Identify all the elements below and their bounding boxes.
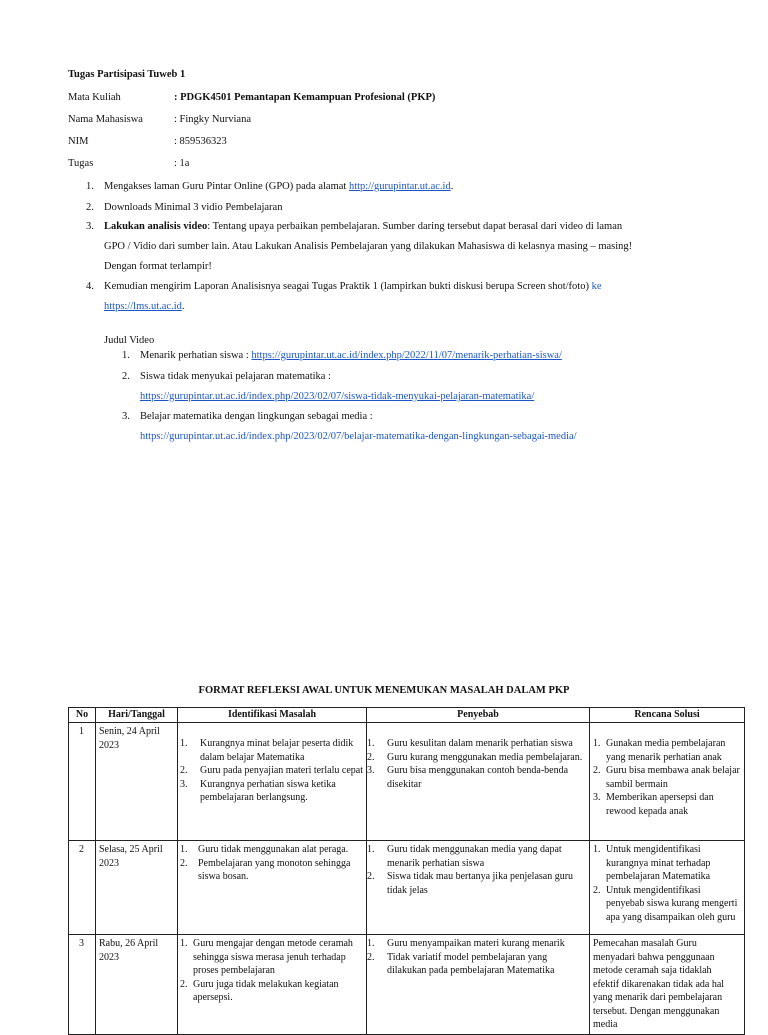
- list-item: [593, 843, 740, 884]
- row-3-no: 3: [69, 935, 96, 1035]
- item-text: Guru juga tidak melakukan kegiatan apersepsi.: [193, 978, 339, 1003]
- header-cause: Penyebab: [367, 708, 590, 723]
- task-4-line-2: [104, 301, 185, 312]
- task-3-line-1: [104, 221, 622, 232]
- row-3-ident: [178, 935, 367, 1035]
- item-text: Guru menyampaikan materi kurang menarik: [387, 938, 565, 949]
- list-item: [180, 978, 364, 1005]
- list-item: [180, 843, 364, 857]
- video-3-number: 3.: [122, 411, 130, 422]
- row-1-no: 1: [69, 723, 96, 841]
- item-number: 1.: [367, 938, 375, 949]
- item-number: 2.: [593, 765, 601, 776]
- video-1: [140, 350, 562, 361]
- value-tugas: : 1a: [174, 158, 190, 169]
- task-4-number: 4.: [86, 281, 94, 292]
- item-number: 2.: [367, 871, 375, 882]
- table-row: [69, 935, 745, 1035]
- video-2-number: 2.: [122, 371, 130, 382]
- item-text: Guru kesulitan dalam menarik perhatian siswa: [387, 738, 573, 749]
- item-text: Kurangnya minat belajar peserta didik dalam belajar Matematika: [200, 738, 354, 763]
- header-ident: Identifikasi Masalah: [178, 708, 367, 723]
- gpo-link[interactable]: http://gurupintar.ut.ac.id: [348, 181, 451, 192]
- task-2-text: Downloads Minimal 3 vidio Pembelajaran: [104, 202, 283, 213]
- task-4-ke: ke: [591, 281, 602, 292]
- lms-link[interactable]: https://lms.ut.ac.id: [104, 301, 182, 312]
- list-item: [367, 843, 585, 870]
- item-number: 1.: [367, 738, 375, 749]
- value-nim: : 859536323: [174, 136, 227, 147]
- list-item: [593, 764, 740, 791]
- video-2-link[interactable]: https://gurupintar.ut.ac.id/index.php/2023/02/07/siswa-tidak-menyukai-pelajaran-matematika/: [140, 391, 535, 402]
- item-text: Siswa tidak mau bertanya jika penjelasan guru tidak jelas: [387, 871, 574, 896]
- list-item: [367, 751, 585, 765]
- video-1-link[interactable]: https://gurupintar.ut.ac.id/index.php/2022/11/07/menarik-perhatian-siswa/: [251, 350, 562, 361]
- row-2-no: 2: [69, 841, 96, 935]
- item-text: Kurangnya perhatian siswa ketika pembelajaran berlangsung.: [200, 778, 336, 803]
- list-item: [367, 937, 585, 951]
- item-text: Untuk mengidentifikasi kurangnya minat terhadap pembelajaran Matematika: [606, 844, 711, 882]
- table-title: FORMAT REFLEKSI AWAL UNTUK MENEMUKAN MASALAH DALAM PKP: [198, 685, 570, 696]
- row-3-date: Rabu, 26 April 2023: [96, 935, 178, 1035]
- task-3-bold: Lakukan analisis video: [104, 221, 208, 232]
- task-4-line-1: [104, 281, 602, 292]
- item-number: 2.: [367, 751, 375, 763]
- task-2-number: 2.: [86, 202, 94, 213]
- task-1-end: .: [450, 181, 454, 192]
- item-number: 1.: [367, 844, 375, 855]
- video-heading: Judul Video: [104, 335, 155, 346]
- video-1-title: Menarik perhatian siswa :: [140, 350, 252, 361]
- item-number: 1.: [593, 738, 601, 749]
- row-3-cause: [367, 935, 590, 1035]
- row-2-date: Selasa, 25 April 2023: [96, 841, 178, 935]
- list-item: [367, 951, 585, 978]
- list-item: [180, 937, 364, 978]
- label-nama-mahasiswa: Nama Mahasiswa: [68, 114, 143, 125]
- item-number: 1.: [180, 738, 188, 749]
- row-1-cause: [367, 723, 590, 841]
- item-text: Guru pada penyajian materi terlalu cepat: [200, 765, 363, 776]
- item-number: 2.: [593, 884, 601, 896]
- video-1-number: 1.: [122, 350, 130, 361]
- task-3-line-2: GPO / Vidio dari sumber lain. Atau Lakukan Analisis Pembelajaran yang dilakukan Mahasiswa di kelasnya masing – masing!: [104, 241, 633, 252]
- list-item: [180, 737, 364, 764]
- item-text: Guru kurang menggunakan media pembelajaran.: [387, 751, 583, 763]
- row-2-cause: [367, 841, 590, 935]
- list-item: [367, 870, 585, 897]
- item-number: 3.: [367, 765, 375, 776]
- task-1: [104, 181, 453, 192]
- value-mata-kuliah: : PDGK4501 Pemantapan Kemampuan Profesional (PKP): [174, 92, 436, 103]
- item-number: 3.: [593, 792, 601, 803]
- header-no: No: [69, 708, 96, 723]
- task-1-number: 1.: [86, 181, 94, 192]
- item-number: 2.: [180, 765, 188, 776]
- task-3-number: 3.: [86, 221, 94, 232]
- item-text: Guru bisa membawa anak belajar sambil bermain: [606, 765, 740, 790]
- list-item: [180, 857, 364, 884]
- row-1-plan: [590, 723, 745, 841]
- row-2-plan: [590, 841, 745, 935]
- task-4-text: Kemudian mengirim Laporan Analisisnya seagai Tugas Praktik 1 (lampirkan bukti diskusi berupa Screen shot/foto): [104, 281, 592, 292]
- list-item: [593, 737, 740, 764]
- list-item: [593, 884, 740, 925]
- header-plan: Rencana Solusi: [590, 708, 745, 723]
- row-2-ident: [178, 841, 367, 935]
- label-tugas: Tugas: [68, 158, 94, 169]
- item-number: 1.: [593, 844, 601, 855]
- table-header-row: [69, 708, 745, 723]
- item-text: Pembelajaran yang monoton sehingga siswa bosan.: [198, 857, 351, 882]
- item-text: Tidak variatif model pembelajaran yang dilakukan pada pembelajaran Matematika: [387, 951, 555, 976]
- list-item: [180, 778, 364, 805]
- item-text: Guru bisa menggunakan contoh benda-benda disekitar: [387, 765, 569, 790]
- label-nim: NIM: [68, 136, 89, 147]
- value-nama-mahasiswa: : Fingky Nurviana: [174, 114, 251, 125]
- task-3-text-1: : Tentang upaya perbaikan pembelajaran. Sumber daring tersebut dapat berasal dari video di laman: [207, 221, 623, 232]
- item-text: Guru tidak menggunakan alat peraga.: [198, 844, 349, 855]
- item-text: Gunakan media pembelajaran yang menarik perhatian anak: [606, 738, 726, 763]
- task-4-end: .: [181, 301, 185, 312]
- item-number: 2.: [367, 951, 375, 963]
- item-text: Guru tidak menggunakan media yang dapat menarik perhatian siswa: [387, 844, 562, 869]
- video-2-title: Siswa tidak menyukai pelajaran matematika :: [140, 371, 331, 382]
- item-number: 1.: [180, 938, 188, 949]
- item-number: 1.: [180, 844, 188, 855]
- video-3-link[interactable]: https://gurupintar.ut.ac.id/index.php/2023/02/07/belajar-matematika-dengan-lingkungan-sebagai-media/: [140, 431, 577, 442]
- row-1-date: Senin, 24 April 2023: [96, 723, 178, 841]
- list-item: [367, 764, 585, 791]
- label-mata-kuliah: Mata Kuliah: [68, 92, 121, 103]
- item-number: 2.: [180, 978, 188, 990]
- video-3-title: Belajar matematika dengan lingkungan sebagai media :: [140, 411, 373, 422]
- task-3-line-3: Dengan format terlampir!: [104, 261, 212, 272]
- item-text: Untuk mengidentifikasi penyebab siswa kurang mengerti apa yang disampaikan oleh guru: [606, 884, 738, 923]
- list-item: [593, 791, 740, 818]
- document-title: Tugas Partisipasi Tuweb 1: [68, 69, 186, 80]
- row-1-ident: [178, 723, 367, 841]
- reflection-table: [68, 707, 745, 1035]
- task-1-text: Mengakses laman Guru Pintar Online (GPO) pada alamat: [104, 181, 349, 192]
- item-number: 3.: [180, 778, 188, 790]
- list-item: [367, 737, 585, 751]
- list-item: [180, 764, 364, 778]
- header-date: Hari/Tanggal: [96, 708, 178, 723]
- table-row: [69, 723, 745, 841]
- item-number: 2.: [180, 857, 188, 869]
- row-3-plan: Pemecahan masalah Guru menyadari bahwa penggunaan metode ceramah saja tidaklah efektif dikarenakan tidak ada hal yang menarik dari pembelajaran tersebut. Dengan menggunakan media: [590, 935, 745, 1035]
- table-row: [69, 841, 745, 935]
- item-text: Memberikan apersepsi dan rewood kepada anak: [606, 792, 714, 817]
- item-text: Guru mengajar dengan metode ceramah sehingga siswa merasa jenuh terhadap proses pembelajaran: [193, 938, 353, 976]
